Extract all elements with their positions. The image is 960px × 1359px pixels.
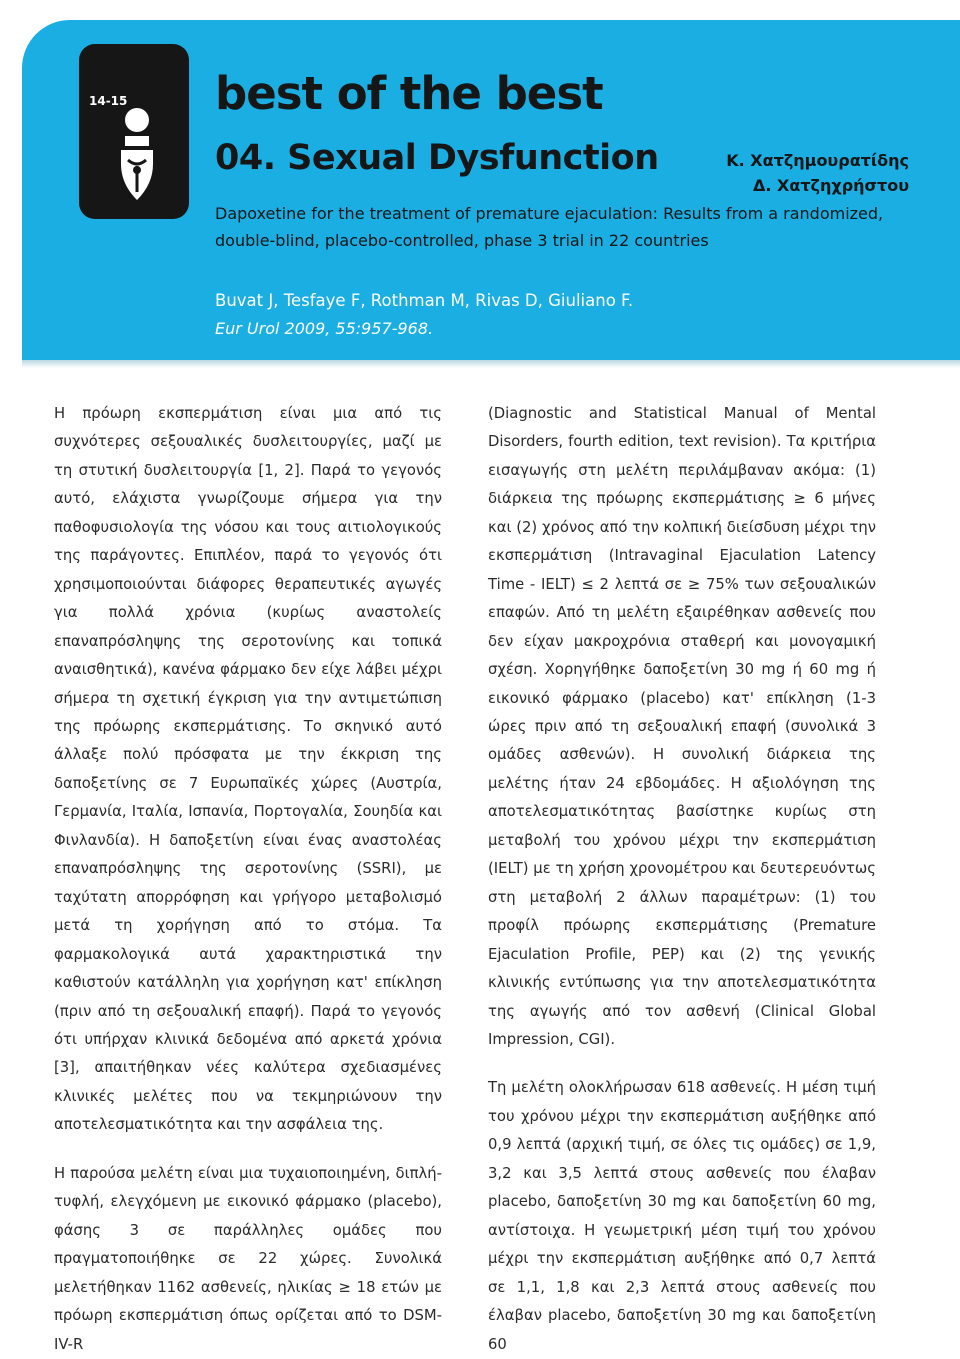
- header-shadow: [22, 360, 960, 368]
- page-badge: [79, 44, 189, 219]
- reviewer-1: Κ. Χατζημουρατίδης: [726, 151, 909, 170]
- reviewer-2: Δ. Χατζηχρήστου: [752, 176, 909, 195]
- page-number-label: 14-15: [89, 94, 128, 108]
- right-paragraph-2: Τη μελέτη ολοκλήρωσαν 618 ασθενείς. Η μέση τιμή του χρόνου μέχρι την εκσπερμάτιση αυξήθηκε από 0,9 λεπτά (αρχική τιμή, σε όλες τις ομάδες) σε 1,9, 3,2 και 3,5 λεπτά στους ασθενείς που έλαβαν placebo, δαποξετίνη 30 mg και δαποξετίνη 60 mg, αντίστοιχα. Η γεωμετρική μέση τιμή του χρόνου μέχρι την εκσπερμάτιση αυξήθηκε από 0,7 λεπτά σε 1,1, 1,8 και 2,3 λεπτά στους ασθενείς που έλαβαν placebo, δαποξετίνη 30 mg και δαποξετίνη 60: [488, 1079, 876, 1353]
- left-paragraph-1: Η πρόωρη εκσπερμάτιση είναι μια από τις συχνότερες σεξουαλικές δυσλειτουργίες, μαζί με τη στυτική δυσλειτουργία [1, 2]. Παρά το γεγονός αυτό, ελάχιστα γνωρίζουμε σήμερα για την παθοφυσιολογία της νόσου και τους αιτιολογικούς της παράγοντες. Επιπλέον, παρά το γεγονός ότι χρησιμοποιούνται διάφορες θεραπευτικές αγωγές για πολλά χρόνια (κυρίως αναστολείς επαναπρόσληψης της σεροτονίνης και τοπικά αναισθητικά), κανένα φάρμακο δεν είχε λάβει μέχρι σήμερα τη σχετική έγκριση για την αντιμετώπιση της πρόωρης εκσπερμάτισης. Το σκηνικό αυτό άλλαξε πολύ πρόσφατα με την έκκριση της δαποξετίνης σε 7 Ευρωπαϊκές χώρες (Αυστρία, Γερμανία, Ιταλία, Ισπανία, Πορτογαλία, Σουηδία και Φινλανδία). Η δαποξετίνη είναι ένας αναστολέας επαναπρόσληψης της σεροτονίνης (SSRI), με ταχύτατη απορρόφηση και γρήγορο μεταβολισμό μετά τη χορήγηση από το στόμα. Τα φαρμακολογικά αυτά χαρακτηριστικά την καθιστούν κατάλληλη για χορήγηση κατ' επίκληση (πριν από τη σεξουαλική επαφή). Παρά το γεγονός ότι υπήρχαν κλινικά δεδομένα από αρκετά χρόνια [3], απαιτήθηκαν νέες καλύτερα σχεδιασμένες κλινικές μελέτες που να τεκμηριώνουν την αποτελεσματικότητα και την ασφάλεια της.: [54, 405, 442, 1134]
- right-paragraph-1: (Diagnostic and Statistical Manual of Mental Disorders, fourth edition, text revision). Τα κριτήρια εισαγωγής στη μελέτη περιλάμβαναν ακόμα: (1) διάρκεια της πρόωρης εκσπερμάτισης ≥ 6 μήνες και (2) χρόνος από την κολπική διείσδυση μέχρι την εκσπερμάτιση (Intravaginal Ejaculation Latency Time - IELT) ≤ 2 λεπτά σε ≥ 75% των σεξουαλικών επαφών. Από τη μελέτη εξαιρέθηκαν ασθενείς που δεν είχαν μακροχρόνια σταθερή και μονογαμική σχέση. Χορηγήθηκε δαποξετίνη 30 mg ή 60 mg ή εικονικό φάρμακο (placebo) κατ' επίκληση (1-3 ώρες πριν από τη σεξουαλική επαφή (συνολικά 3 ομάδες ασθενών). Η συνολική διάρκεια της μελέτης ήταν 24 εβδομάδες. Η αξιολόγηση της αποτελεσματικότητας βασίστηκε κυρίως στη μεταβολή του χρόνου μέχρι την εκσπερμάτιση (IELT) με τη χρήση χρονομέτρου και δευτερευόντως στη μεταβολή 2 άλλων παραμέτρων: (1) του προφίλ πρόωρης εκσπερμάτισης (Premature Ejaculation Profile, PEP) και (2) της γενικής κλινικής εντύπωσης για την αποτελεσματικότητα της αγωγής από τον ασθενή (Clinical Global Impression, CGI).: [488, 405, 876, 1048]
- fountain-pen-nib-icon: [111, 104, 163, 204]
- article-reference: Eur Urol 2009, 55:957-968.: [215, 319, 434, 338]
- article-authors: Buvat J, Tesfaye F, Rothman M, Rivas D, Giuliano F.: [215, 291, 634, 310]
- section-title: 04. Sexual Dysfunction: [215, 138, 659, 178]
- article-title: Dapoxetine for the treatment of premature ejaculation: Results from a randomized, double-blind, placebo-controlled, phase 3 trial in 22 countries: [215, 204, 884, 250]
- left-column: [54, 400, 442, 1359]
- right-column: [488, 400, 876, 1359]
- left-paragraph-2: Η παρούσα μελέτη είναι μια τυχαιοποιημένη, διπλή-τυφλή, ελεγχόμενη με εικονικό φάρμακο (placebo), φάσης 3 σε παράλληλες ομάδες που πραγματοποιήθηκε σε 22 χώρες. Συνολικά μελετήθηκαν 1162 ασθενείς, ηλικίας ≥ 18 ετών με πρόωρη εκσπερμάτιση όπως ορίζεται από το DSM-IV-R: [54, 1164, 442, 1353]
- page-title: best of the best: [215, 67, 603, 120]
- reviewers: [726, 148, 909, 198]
